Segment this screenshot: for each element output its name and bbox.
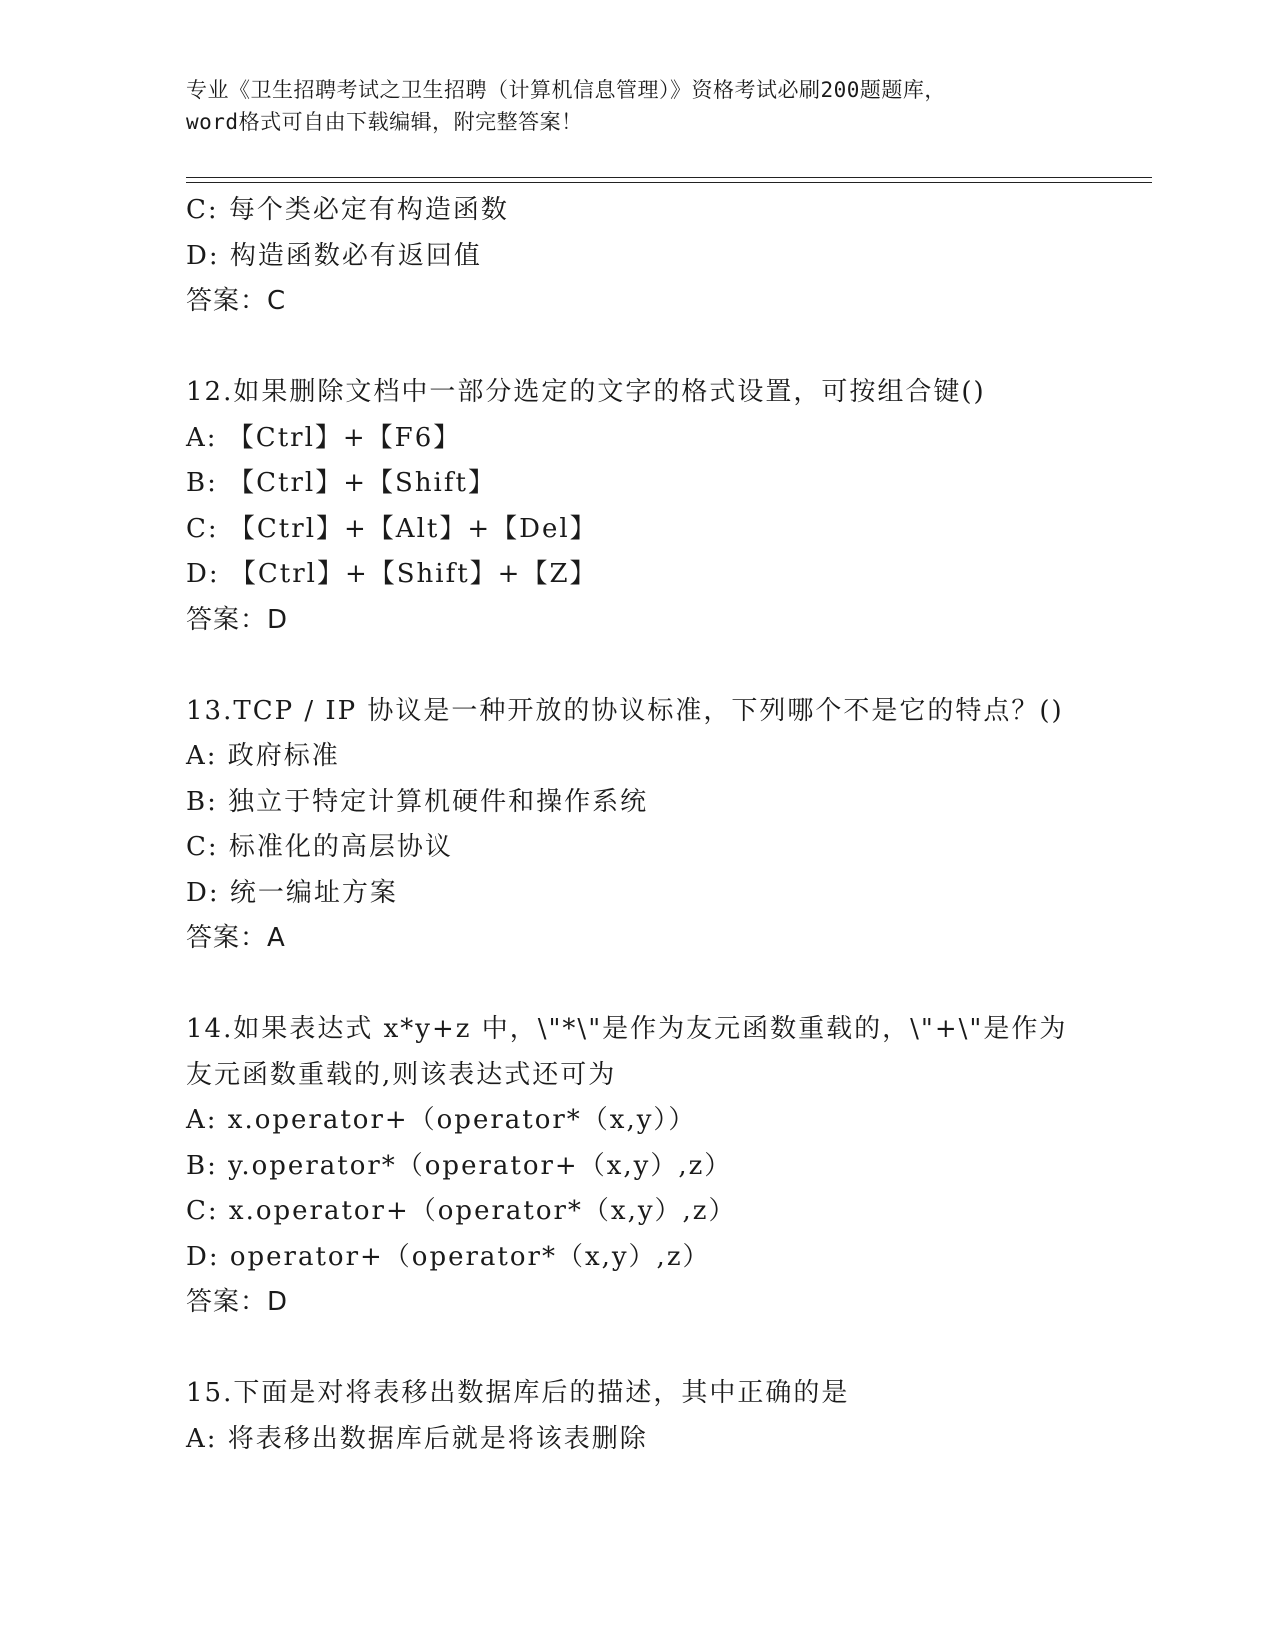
- header-divider-bottom: [186, 182, 1152, 183]
- spacer: [186, 643, 1086, 689]
- header-divider-top: [186, 177, 1152, 178]
- answer-line: 答案：D: [186, 604, 289, 635]
- option-a: A: 将表移出数据库后就是将该表删除: [186, 1423, 648, 1454]
- question-stem: 13.TCP / IP 协议是一种开放的协议标准，下列哪个不是它的特点？(): [186, 695, 1064, 726]
- question-11-continued: [186, 188, 1086, 325]
- option-b: B: 独立于特定计算机硬件和操作系统: [186, 786, 649, 817]
- question-15: [186, 1371, 1086, 1462]
- option-a: A: 【Ctrl】+【F6】: [186, 422, 462, 453]
- answer-line: 答案：A: [186, 923, 286, 953]
- option-a: A: x.operator+（operator*（x,y））: [186, 1105, 697, 1135]
- answer-line: 答案：C: [186, 286, 287, 316]
- answer-line: 答案：D: [186, 1287, 289, 1317]
- question-stem: 14.如果表达式 x*y+z 中，\"*\"是作为友元函数重载的，\"+\"是作为: [186, 1014, 1068, 1044]
- question-14: [186, 1007, 1086, 1326]
- question-stem: 15.下面是对将表移出数据库后的描述，其中正确的是: [186, 1378, 850, 1408]
- question-12: [186, 370, 1086, 643]
- option-d: D: operator+（operator*（x,y）,z）: [186, 1241, 711, 1272]
- option-d: D: 统一编址方案: [186, 877, 398, 908]
- option-b: B: y.operator*（operator+（x,y）,z）: [186, 1150, 733, 1181]
- question-13: [186, 689, 1086, 962]
- spacer: [186, 962, 1086, 1008]
- option-d: D: 构造函数必有返回值: [186, 240, 482, 271]
- question-list: [186, 188, 1086, 1462]
- option-c: C: x.operator+（operator*（x,y）,z）: [186, 1196, 737, 1226]
- option-a: A: 政府标准: [186, 741, 340, 771]
- option-b: B: 【Ctrl】+【Shift】: [186, 468, 496, 498]
- spacer: [186, 1326, 1086, 1372]
- spacer: [186, 325, 1086, 371]
- option-c: C: 标准化的高层协议: [186, 832, 453, 862]
- header-line-1: 专业《卫生招聘考试之卫生招聘（计算机信息管理）》资格考试必刷200题题库，: [186, 78, 946, 102]
- option-c: C: 每个类必定有构造函数: [186, 195, 509, 225]
- question-stem-continued: 友元函数重载的,则该表达式还可为: [186, 1059, 617, 1090]
- option-d: D: 【Ctrl】+【Shift】+【Z】: [186, 559, 598, 589]
- option-c: C: 【Ctrl】+【Alt】+【Del】: [186, 513, 598, 544]
- document-header: [186, 74, 1086, 138]
- header-line-2: word格式可自由下载编辑，附完整答案！: [186, 110, 583, 134]
- question-stem: 12.如果删除文档中一部分选定的文字的格式设置，可按组合键(): [186, 377, 986, 407]
